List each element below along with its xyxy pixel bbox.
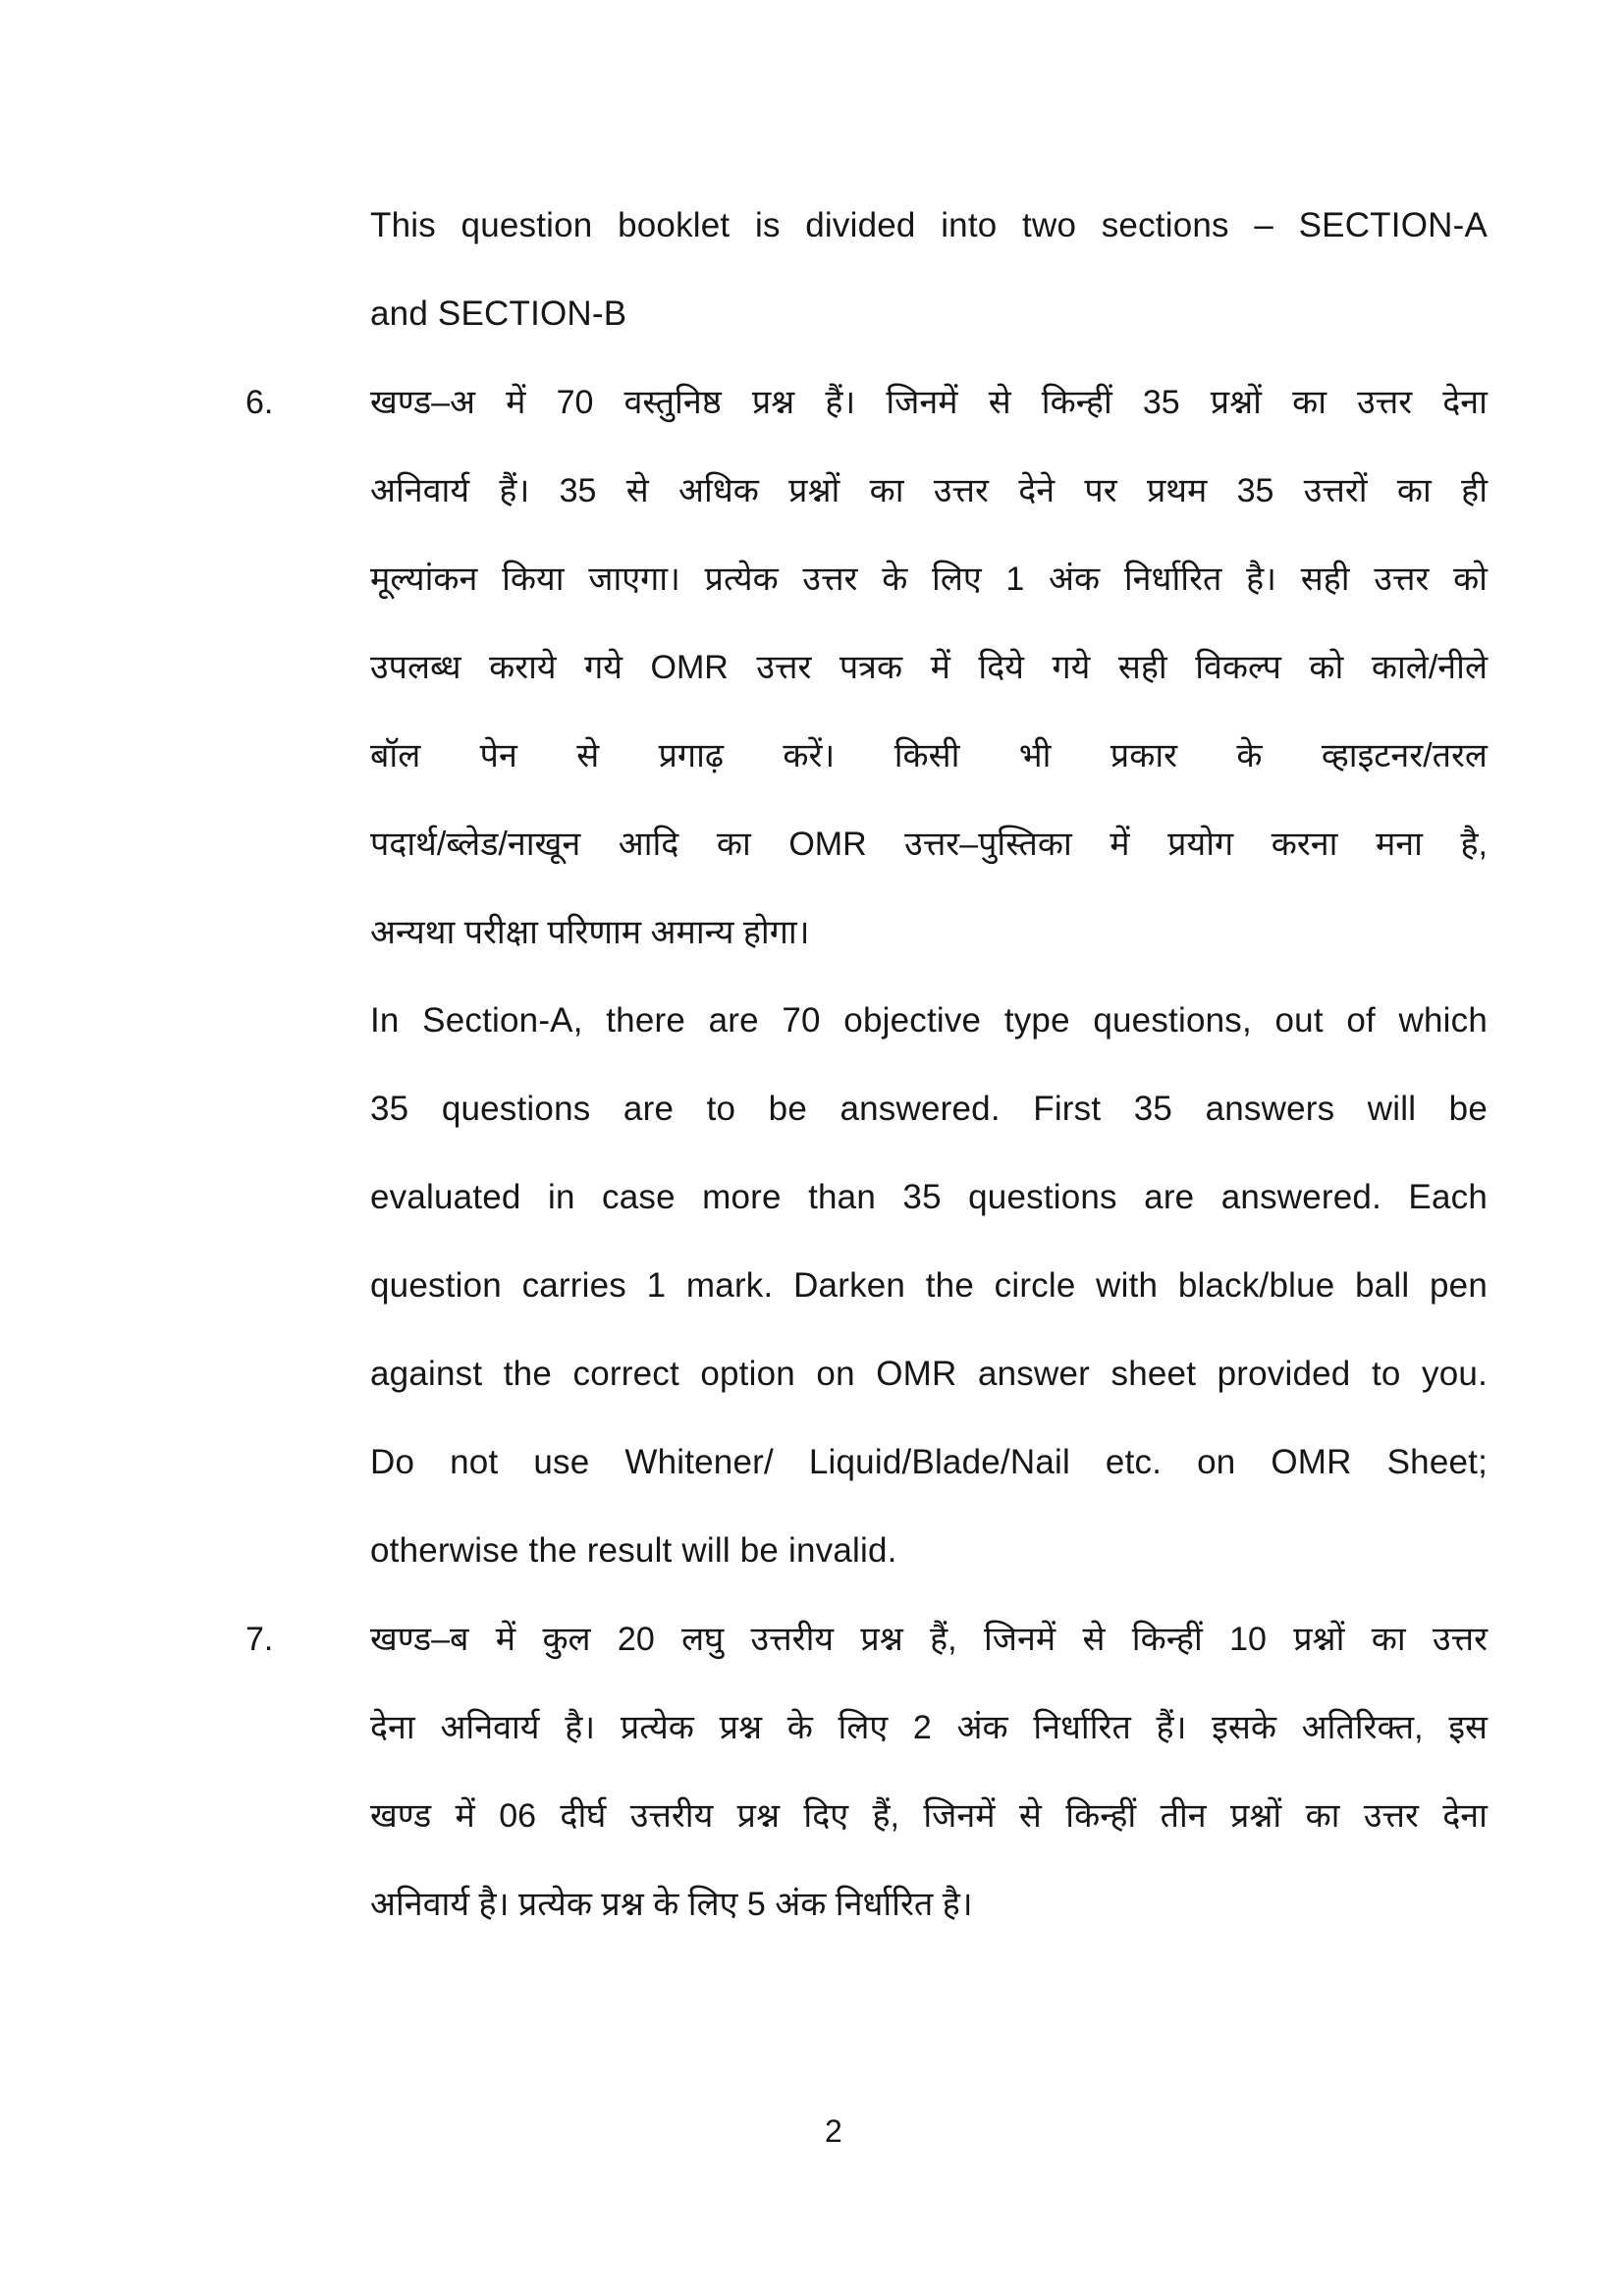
item-number: 7. [245, 1621, 274, 1658]
text-line: खण्ड–अ में 70 वस्तुनिष्ठ प्रश्न हैं। जिनमें से किन्हीं 35 प्रश्नों का उत्तर देना [370, 384, 1488, 421]
text-line: बॉल पेन से प्रगाढ़ करें। किसी भी प्रकार के व्हाइटनर/तरल [370, 737, 1488, 774]
text-line: अन्यथा परीक्षा परिणाम अमान्य होगा। [370, 914, 810, 951]
text-line: against the correct option on OMR answer sheet provided to you. [370, 1355, 1488, 1393]
text-line: and SECTION-B [370, 294, 627, 333]
text-line: otherwise the result will be invalid. [370, 1531, 897, 1570]
text-line: खण्ड–ब में कुल 20 लघु उत्तरीय प्रश्न हैं, जिनमें से किन्हीं 10 प्रश्नों का उत्तर [370, 1621, 1488, 1658]
text-line: evaluated in case more than 35 questions are answered. Each [370, 1178, 1488, 1216]
text-line: देना अनिवार्य है। प्रत्येक प्रश्न के लिए 2 अंक निर्धारित हैं। इसके अतिरिक्त, इस [370, 1709, 1488, 1746]
instruction-item-7 [245, 1595, 1488, 1949]
text-line: उपलब्ध कराये गये OMR उत्तर पत्रक में दिये गये सही विकल्प को काले/नीले [370, 649, 1488, 686]
text-line: This question booklet is divided into two sections – SECTION-A [370, 206, 1488, 244]
paragraph-english [370, 977, 1488, 1595]
text-line: मूल्यांकन किया जाएगा। प्रत्येक उत्तर के लिए 1 अंक निर्धारित है। सही उत्तर को [370, 561, 1488, 598]
page-number: 2 [825, 2113, 842, 2149]
text-line: In Section-A, there are 70 objective type questions, out of which [370, 1001, 1488, 1040]
text-line: अनिवार्य हैं। 35 से अधिक प्रश्नों का उत्तर देने पर प्रथम 35 उत्तरों का ही [370, 472, 1488, 509]
text-line: खण्ड में 06 दीर्घ उत्तरीय प्रश्न दिए हैं, जिनमें से किन्हीं तीन प्रश्नों का उत्तर देना [370, 1797, 1488, 1835]
text-line: अनिवार्य है। प्रत्येक प्रश्न के लिए 5 अंक निर्धारित है। [370, 1886, 973, 1923]
text-line: पदार्थ/ब्लेड/नाखून आदि का OMR उत्तर–पुस्तिका में प्रयोग करना मना है, [370, 826, 1488, 863]
text-line: question carries 1 mark. Darken the circle with black/blue ball pen [370, 1266, 1488, 1305]
instruction-item-6 [245, 358, 1488, 1595]
text-line: Do not use Whitener/ Liquid/Blade/Nail etc. on OMR Sheet; [370, 1443, 1488, 1481]
text-line: 35 questions are to be answered. First 35 answers will be [370, 1090, 1488, 1128]
paragraph-hindi [370, 358, 1488, 977]
instruction-item-5-continuation [370, 182, 1488, 358]
paragraph-hindi [370, 1595, 1488, 1949]
item-number: 6. [245, 384, 274, 421]
paragraph-english [370, 182, 1488, 358]
instructions-text-block [245, 182, 1488, 1949]
